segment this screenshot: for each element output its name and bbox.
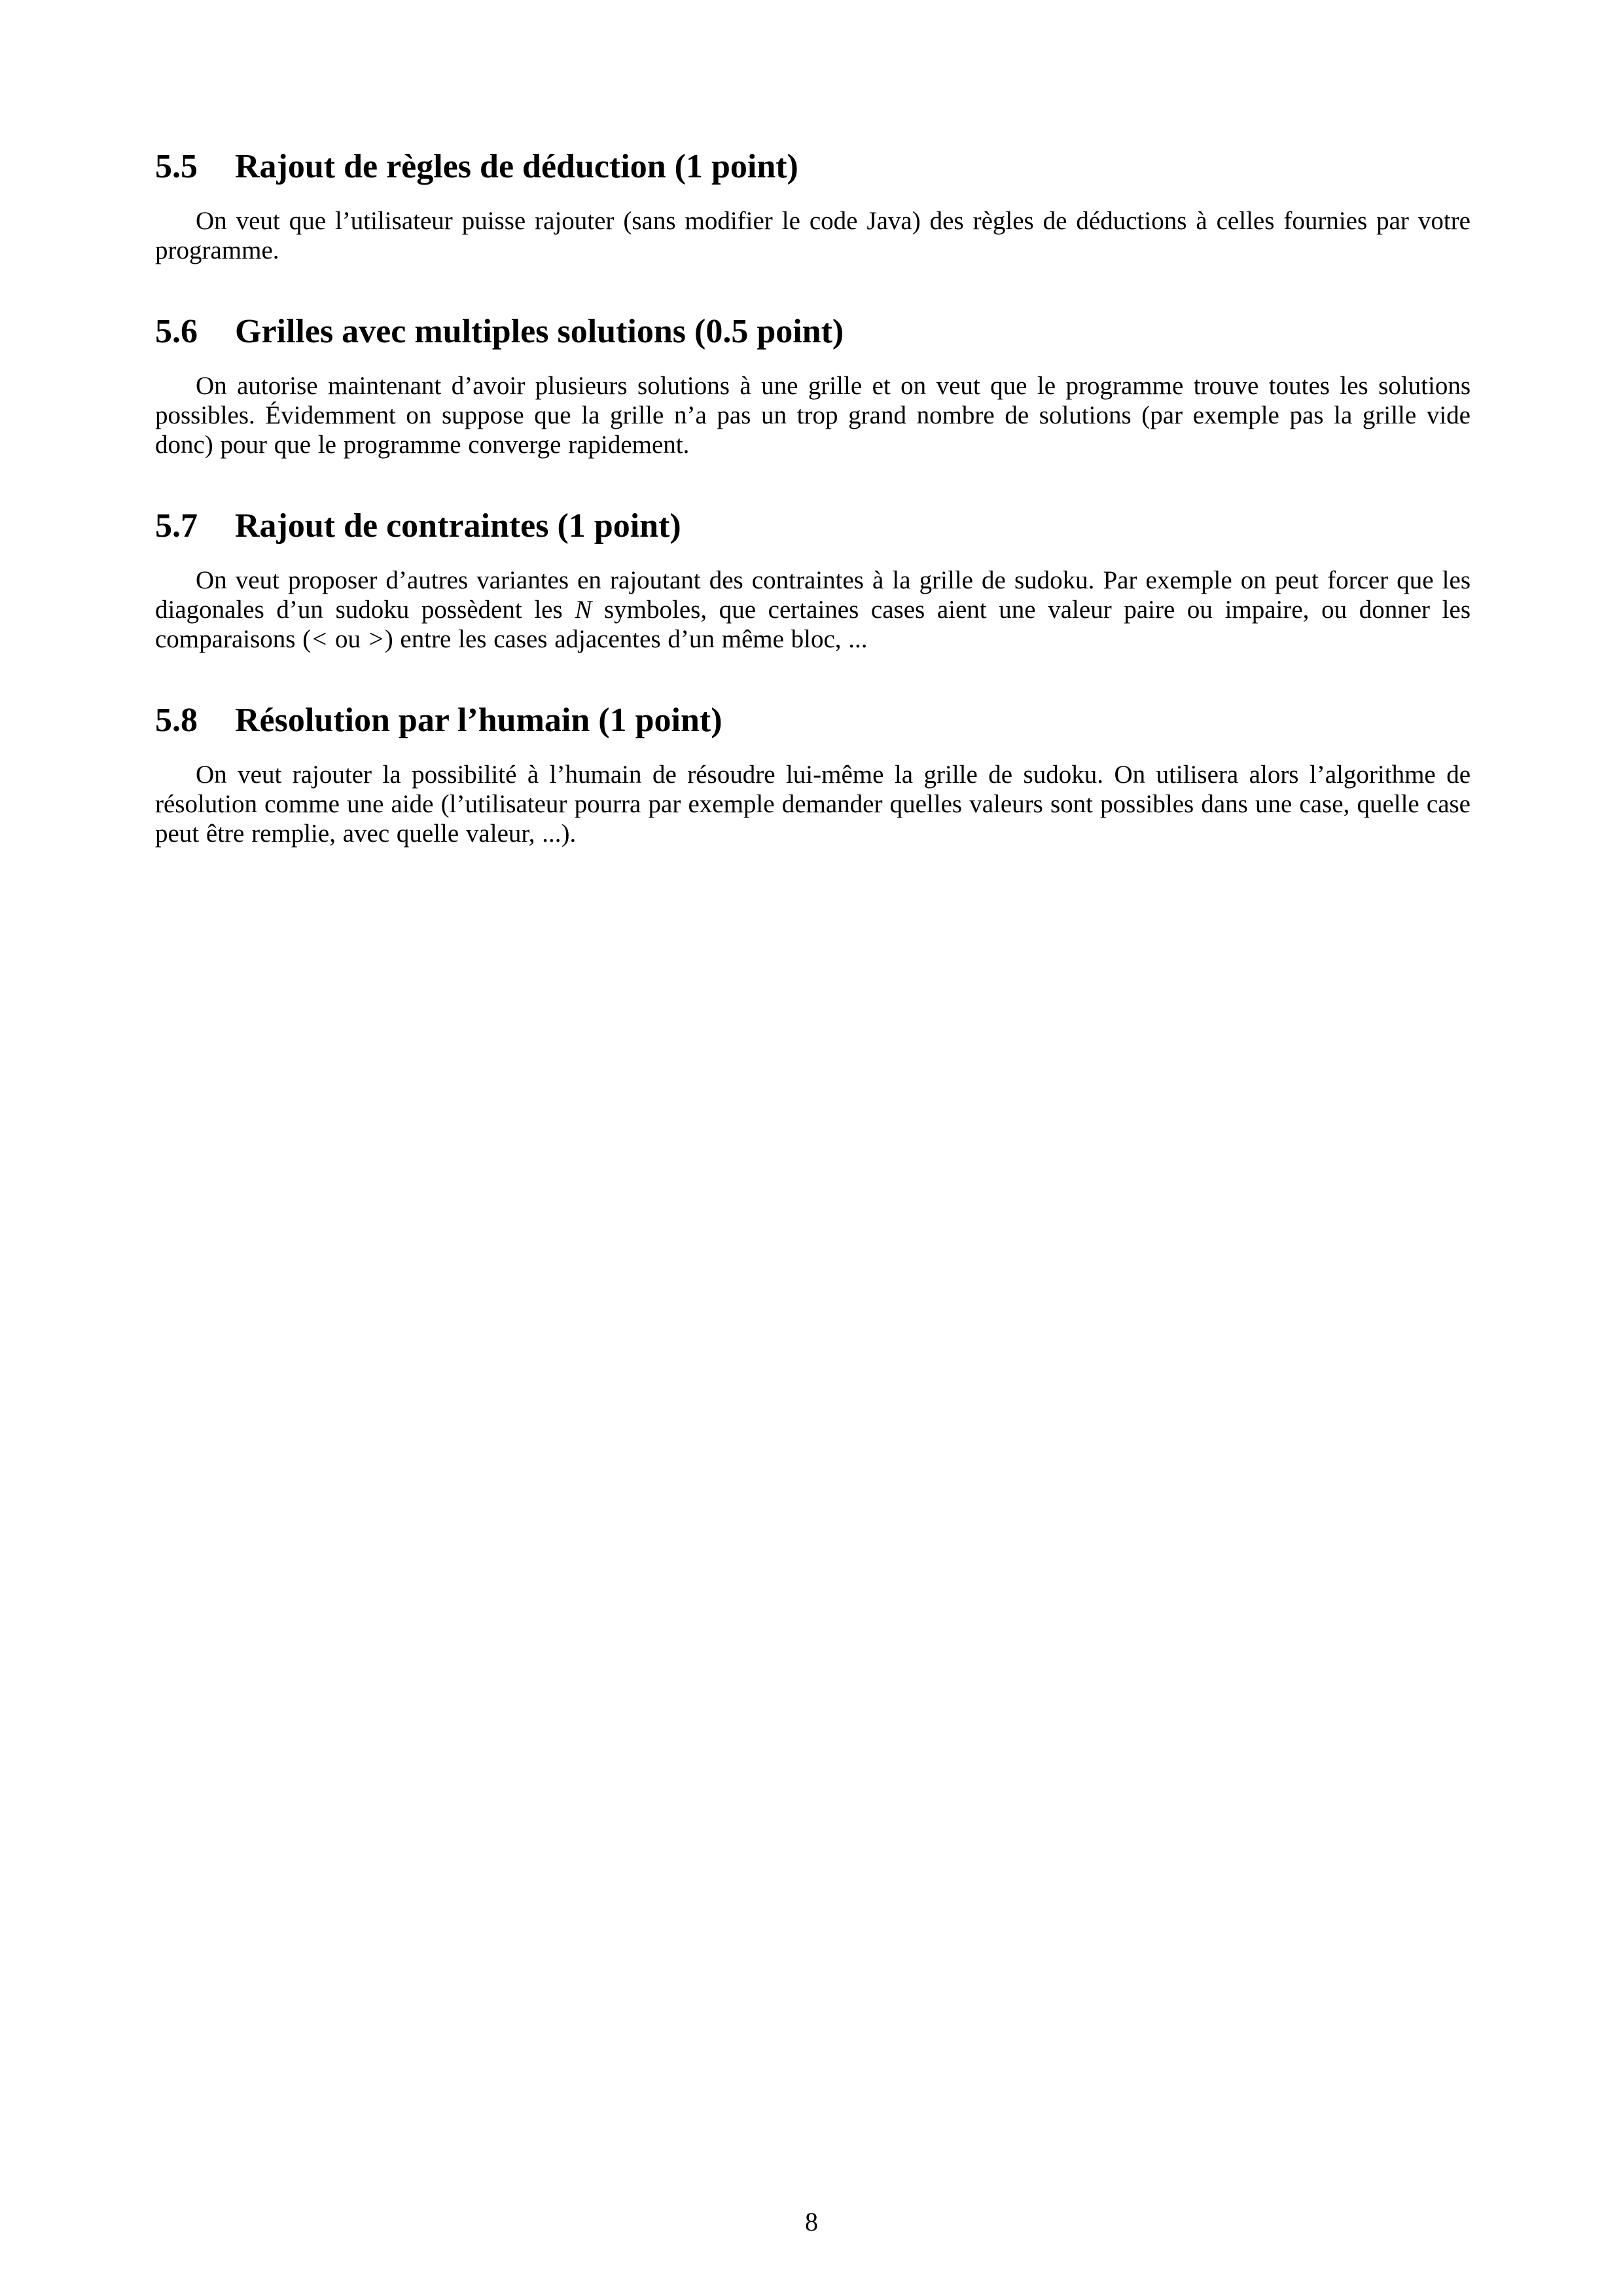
section-number: 5.6 bbox=[155, 313, 198, 350]
section-5-6 bbox=[155, 312, 1471, 459]
section-5-8 bbox=[155, 701, 1471, 848]
section-title: Rajout de règles de déduction (1 point) bbox=[235, 148, 798, 185]
math-less-than-symbol: < bbox=[312, 625, 327, 653]
math-greater-than-symbol: > bbox=[368, 625, 383, 653]
section-heading-5-8 bbox=[155, 701, 1471, 740]
section-5-5 bbox=[155, 147, 1471, 265]
section-heading-5-5 bbox=[155, 147, 1471, 187]
section-number: 5.7 bbox=[155, 507, 198, 545]
section-body-5-8: On veut rajouter la possibilité à l’humain de résoudre lui-même la grille de sudoku. On utilisera alors l’algorithme de résolution comme une aide (l’utilisateur pourra par exemple demander quelles valeurs sont possibles dans une case, quelle case peut être remplie, avec quelle valeur, ...). bbox=[155, 761, 1471, 848]
page-footer bbox=[0, 2207, 1623, 2237]
section-5-7 bbox=[155, 507, 1471, 654]
section-title: Grilles avec multiples solutions (0.5 point) bbox=[235, 313, 844, 350]
section-heading-5-7 bbox=[155, 507, 1471, 546]
page-content bbox=[155, 147, 1471, 848]
body-text-segment: symboles, que certaines cases aient une valeur paire ou impaire, ou donner les comparaisons ( bbox=[155, 596, 1471, 653]
section-body-5-6: On autorise maintenant d’avoir plusieurs solutions à une grille et on veut que le programme trouve toutes les solutions possibles. Évidemment on suppose que la grille n’a pas un trop grand nombre de solutions (par exemple pas la grille vide donc) pour que le programme converge rapidement. bbox=[155, 372, 1471, 459]
body-text-segment: On veut proposer d’autres variantes en rajoutant des contraintes à la grille de sudoku. Par exemple on peut forcer que les diagonales d’un sudoku possèdent les bbox=[155, 566, 1471, 624]
section-number: 5.5 bbox=[155, 148, 198, 185]
body-text-segment: ou bbox=[328, 625, 368, 653]
section-heading-5-6 bbox=[155, 312, 1471, 351]
section-title: Rajout de contraintes (1 point) bbox=[235, 507, 681, 545]
section-title: Résolution par l’humain (1 point) bbox=[235, 702, 722, 739]
body-text-segment: ) entre les cases adjacentes d’un même bloc, ... bbox=[384, 625, 868, 653]
section-body-5-7 bbox=[155, 565, 1471, 654]
section-number: 5.8 bbox=[155, 702, 198, 739]
section-body-5-5: On veut que l’utilisateur puisse rajouter (sans modifier le code Java) des règles de déductions à celles fournies par votre programme. bbox=[155, 207, 1471, 264]
math-variable-n: N bbox=[575, 596, 592, 624]
page-number: 8 bbox=[805, 2207, 818, 2236]
